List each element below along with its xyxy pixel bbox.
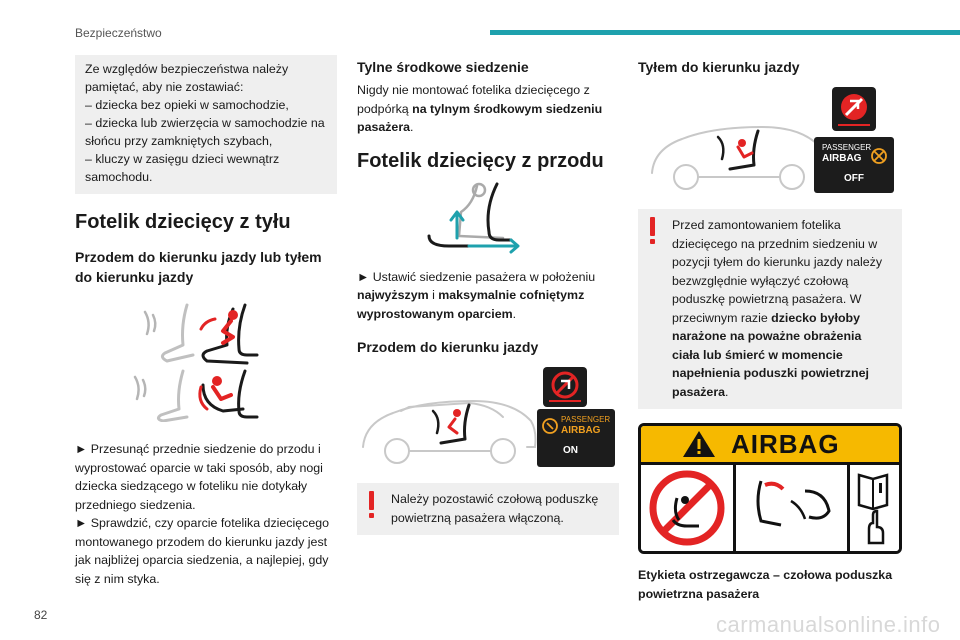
column-left: [75, 55, 337, 588]
car-forward-facing-illustration: [357, 381, 539, 467]
panel-line2: AIRBAG: [822, 153, 862, 164]
label-caption: Etykieta ostrzegawcza – czołowa poduszka powietrzna pasażera: [638, 568, 893, 601]
column-middle: [357, 55, 619, 535]
para-seat-position: ► Ustawić siedzenie pasażera w położeniu najwyższym i maksymalnie cofniętymz wyprostowanym oparciem.: [357, 269, 596, 321]
passenger-airbag-on-panel: [537, 409, 615, 467]
notice-line: Ze względów bezpieczeństwa należy: [85, 62, 289, 76]
heading-rear-child-seat: Fotelik dziecięcy z tyłu: [75, 211, 291, 233]
manual-read-icon: [855, 469, 895, 547]
rear-facing-diagram: [135, 371, 257, 421]
page-number: 82: [34, 608, 48, 622]
watermark: carmanualsonline.info: [716, 612, 941, 637]
panel-state-on: ON: [563, 445, 578, 456]
airbag-prohibition-badge: [543, 367, 587, 407]
warning-icon: [369, 491, 375, 519]
warning-disable-airbag: Przed zamontowaniem fotelika dziecięcego na przednim siedzeniu w pozycji tyłem do kierunku jazdy należy bezwzględnie wyłączyć czołową poduszkę powietrzną pasażera. W przeciwnym razie dziecko byłoby narażone na poważne obrażenia ciała lub śmierć w momencie napełnienia poduszki powietrznej pasażera.: [638, 209, 902, 409]
column-right: [638, 55, 902, 603]
subheading-rear-facing: Tyłem do kierunku jazdy: [638, 59, 800, 75]
warning-airbag-on: [357, 483, 619, 535]
airbag-status-icon: [541, 417, 559, 435]
subheading-forward-facing: Przodem do kierunku jazdy: [357, 339, 539, 355]
panel-line1: PASSENGER: [561, 415, 611, 424]
airbag-deploy-icon: [741, 471, 841, 547]
forward-facing-diagram: [145, 305, 257, 363]
car-rear-facing-illustration: [646, 107, 826, 193]
subheading-rear-orientation: Przodem do kierunku jazdy lub tyłem do kierunku jazdy: [75, 249, 322, 285]
section-title: Bezpieczeństwo: [75, 26, 162, 40]
forward-facing-figure: [357, 367, 619, 469]
notice-line: pamiętać, aby nie zostawiać:: [85, 80, 244, 94]
no-rear-facing-seat-icon: [647, 468, 727, 548]
airbag-off-icon: [870, 147, 888, 165]
panel-line2: AIRBAG: [561, 425, 601, 436]
seat-adjust-illustration: [357, 180, 619, 260]
label-title: AIRBAG: [731, 429, 840, 459]
airbag-warning-label: [638, 423, 902, 554]
para-rear-center: Nigdy nie montować fotelika dziecięcego z podpórką na tylnym środkowym siedzeniu pasażera.: [357, 83, 603, 134]
instruction-check-backrest: ► Sprawdzić, czy oparcie fotelika dziecięcego montowanego przodem do kierunku jazdy jest jak najbliżej oparcia siedzenia, a najlepiej, gdy się z nim styka.: [75, 516, 329, 586]
panel-line1: PASSENGER: [822, 143, 872, 152]
notice-line: – dziecka lub zwierzęcia w samochodzie na: [85, 116, 325, 130]
notice-line: – dziecka bez opieki w samochodzie,: [85, 98, 289, 112]
passenger-airbag-off-panel: [814, 137, 894, 193]
warning-text: Należy pozostawić czołową poduszkę powietrzną pasażera włączoną.: [391, 492, 599, 525]
label-header: [641, 426, 899, 462]
warning-icon: [650, 217, 656, 245]
notice-line: – kluczy w zasięgu dzieci wewnątrz: [85, 152, 280, 166]
instruction-move-seat: ► Przesunąć przednie siedzenie do przodu i wyprostować oparcie w taki sposób, aby nogi dziecka siedzącego w foteliku nie dotykały przedniego siedzenia.: [75, 442, 323, 512]
subheading-rear-center: Tylne środkowe siedzenie: [357, 59, 529, 75]
panel-state-off: OFF: [844, 173, 864, 184]
notice-line: samochodu.: [85, 170, 153, 184]
rear-seat-illustration: [75, 297, 337, 422]
notice-line: słońcu przy zamkniętych szybach,: [85, 134, 273, 148]
warning-triangle-icon: [681, 429, 717, 459]
label-body: [641, 465, 899, 551]
heading-front-child-seat: Fotelik dziecięcy z przodu: [357, 149, 604, 172]
airbag-prohibition-badge: [832, 87, 876, 131]
rear-facing-figure: [638, 87, 902, 197]
header-accent-bar: [490, 30, 960, 35]
safety-notice-box: [75, 55, 337, 194]
